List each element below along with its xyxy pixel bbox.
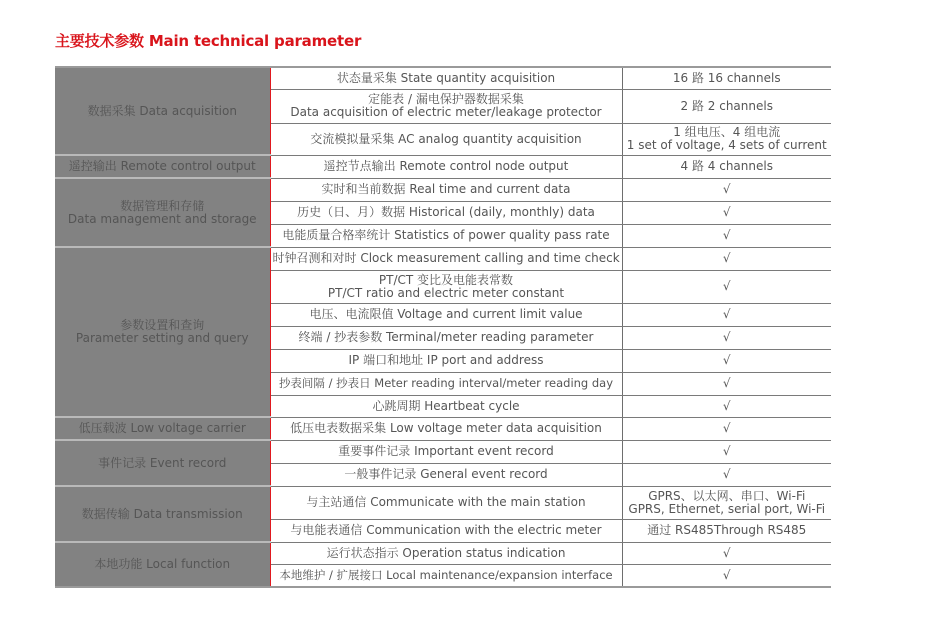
item-cell: 遥控节点输出 Remote control node output — [270, 155, 622, 178]
item-cell: 定能表 / 漏电保护器数据采集 Data acquisition of electric meter/leakage protector — [270, 89, 622, 123]
category-data-transmission: 数据传输 Data transmission — [55, 486, 270, 542]
item-cell: 本地维护 / 扩展接口 Local maintenance/expansion interface — [270, 564, 622, 587]
item-cell: 抄表间隔 / 抄表日 Meter reading interval/meter reading day — [270, 372, 622, 395]
item-cell: 心跳周期 Heartbeat cycle — [270, 395, 622, 417]
item-cell: 一般事件记录 General event record — [270, 463, 622, 486]
value-cell: √ — [622, 463, 831, 486]
value-cell: √ — [622, 303, 831, 326]
value-cell: 4 路 4 channels — [622, 155, 831, 178]
value-cell: √ — [622, 372, 831, 395]
value-cell: √ — [622, 564, 831, 587]
item-cell: 实时和当前数据 Real time and current data — [270, 178, 622, 201]
item-cell: 状态量采集 State quantity acquisition — [270, 67, 622, 89]
item-cell: 电能质量合格率统计 Statistics of power quality pass rate — [270, 224, 622, 247]
item-cell: 重要事件记录 Important event record — [270, 440, 622, 463]
value-cell: √ — [622, 542, 831, 564]
item-cell: 电压、电流限值 Voltage and current limit value — [270, 303, 622, 326]
value-cell: √ — [622, 178, 831, 201]
category-data-acquisition: 数据采集 Data acquisition — [55, 67, 270, 155]
item-cell: 历史（日、月）数据 Historical (daily, monthly) data — [270, 201, 622, 224]
category-data-management: 数据管理和存储 Data management and storage — [55, 178, 270, 247]
item-cell: 终端 / 抄表参数 Terminal/meter reading parameter — [270, 326, 622, 349]
value-cell: √ — [622, 417, 831, 440]
item-cell: 与主站通信 Communicate with the main station — [270, 486, 622, 519]
value-cell: 2 路 2 channels — [622, 89, 831, 123]
value-cell: √ — [622, 326, 831, 349]
category-local-function: 本地功能 Local function — [55, 542, 270, 587]
value-cell: √ — [622, 349, 831, 372]
value-cell: GPRS、以太网、串口、Wi-Fi GPRS, Ethernet, serial port, Wi-Fi — [622, 486, 831, 519]
item-cell: 时钟召测和对时 Clock measurement calling and time check — [270, 247, 622, 270]
item-cell: 与电能表通信 Communication with the electric meter — [270, 519, 622, 542]
value-cell: √ — [622, 395, 831, 417]
value-cell: √ — [622, 247, 831, 270]
category-parameter-setting: 参数设置和查询 Parameter setting and query — [55, 247, 270, 417]
category-event-record: 事件记录 Event record — [55, 440, 270, 486]
value-cell: √ — [622, 224, 831, 247]
category-low-voltage-carrier: 低压载波 Low voltage carrier — [55, 417, 270, 440]
value-cell: √ — [622, 270, 831, 303]
value-cell: 16 路 16 channels — [622, 67, 831, 89]
page-title: 主要技术参数 Main technical parameter — [55, 32, 362, 50]
item-cell: 低压电表数据采集 Low voltage meter data acquisition — [270, 417, 622, 440]
item-cell: 交流模拟量采集 AC analog quantity acquisition — [270, 123, 622, 155]
value-cell: 1 组电压、4 组电流 1 set of voltage, 4 sets of current — [622, 123, 831, 155]
category-remote-control-output: 遥控输出 Remote control output — [55, 155, 270, 178]
value-cell: √ — [622, 440, 831, 463]
value-cell: √ — [622, 201, 831, 224]
item-cell: PT/CT 变比及电能表常数 PT/CT ratio and electric meter constant — [270, 270, 622, 303]
item-cell: IP 端口和地址 IP port and address — [270, 349, 622, 372]
value-cell: 通过 RS485Through RS485 — [622, 519, 831, 542]
item-cell: 运行状态指示 Operation status indication — [270, 542, 622, 564]
technical-parameter-table — [55, 66, 831, 588]
